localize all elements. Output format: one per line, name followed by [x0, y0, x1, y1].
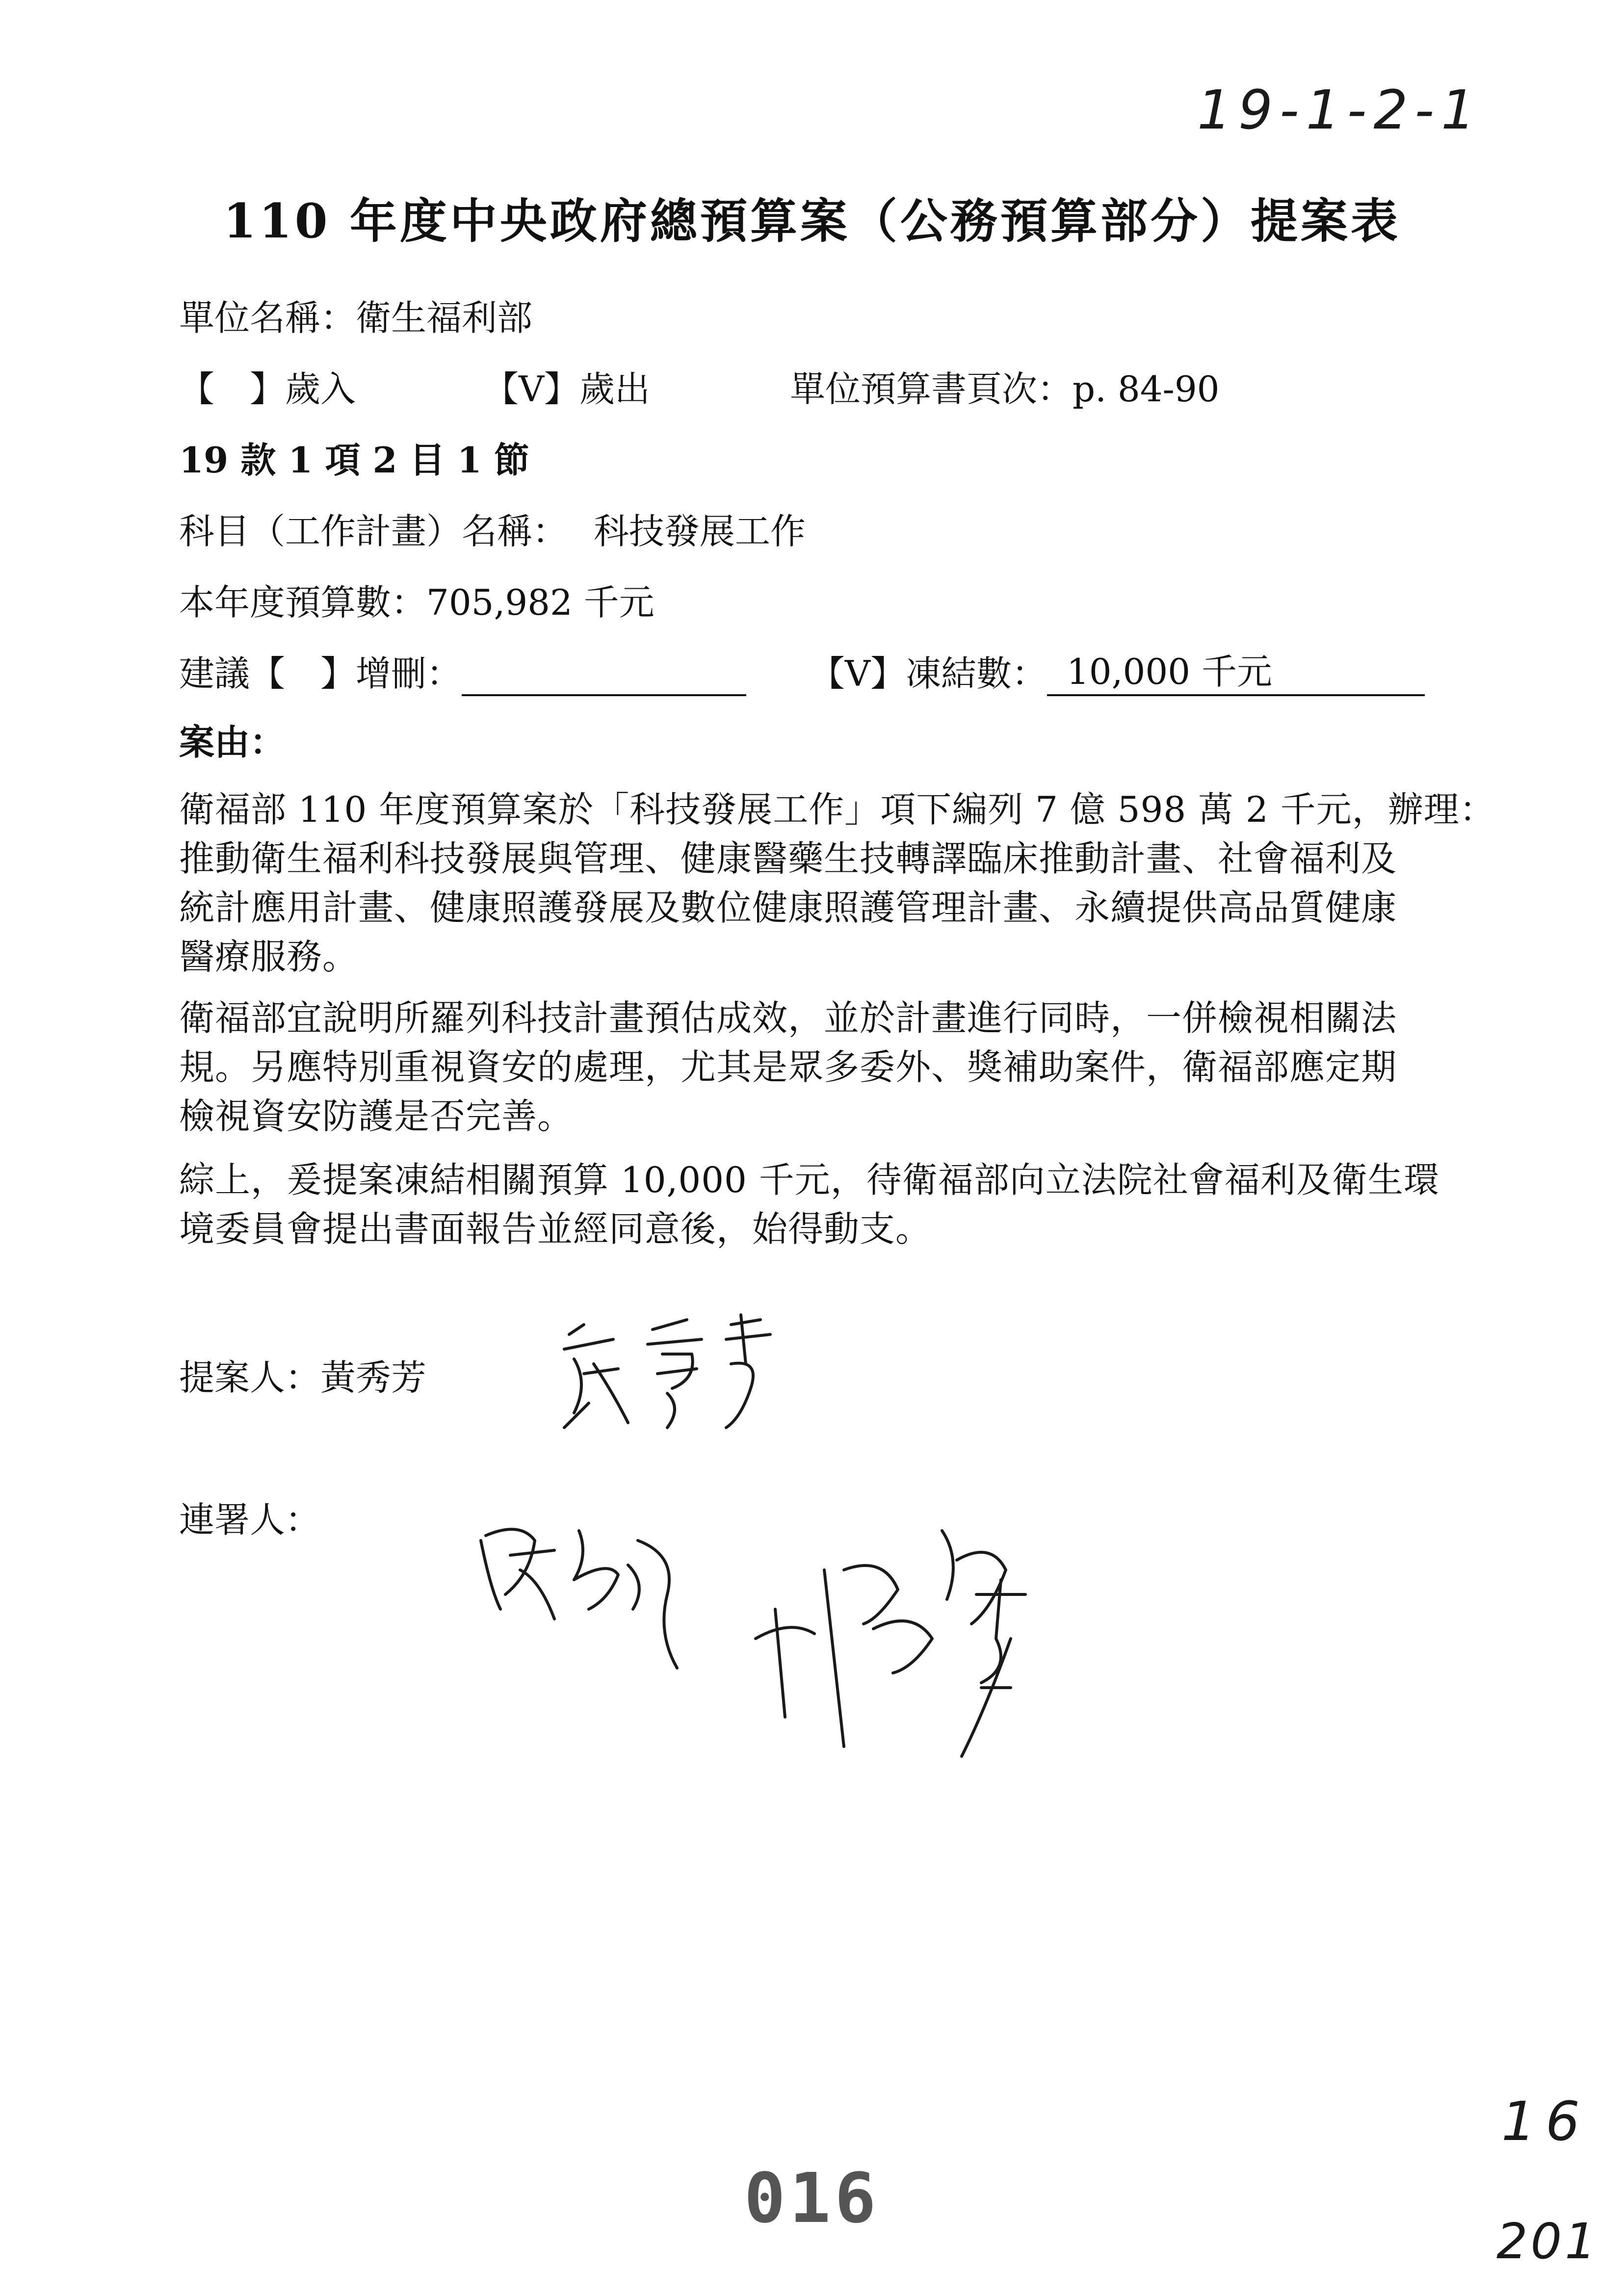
paragraph-line: 檢視資安防護是否完善。	[179, 1096, 574, 1137]
suggest-row	[179, 645, 746, 696]
paragraph-line: 統計應用計畫、健康照護發展及數位健康照護管理計畫、永續提供高品質健康	[179, 887, 1397, 928]
suggest-blank	[462, 655, 746, 696]
section-code: 19 款 1 項 2 目 1 節	[179, 439, 529, 481]
proposer-label: 提案人：	[179, 1357, 321, 1398]
paragraph-line: 推動衛生福利科技發展與管理、健康醫藥生技轉譯臨床推動計畫、社會福利及	[179, 838, 1397, 879]
suggest-label: 建議【 】增刪：	[179, 653, 462, 694]
reason-paragraph-1	[179, 785, 1504, 981]
revenue-checkbox: 【 】歲入	[179, 368, 356, 410]
handwritten-doc-ref: 19-1-2-1	[1197, 78, 1483, 141]
paragraph-line: 規。另應特別重視資安的處理，尤其是眾多委外、獎補助案件，衛福部應定期	[179, 1046, 1397, 1088]
unit-label: 單位名稱：	[179, 297, 356, 339]
handwritten-note-201: 201	[1496, 2213, 1599, 2270]
page-number: 016	[744, 2159, 880, 2239]
expense-checkbox: 【V】歲出	[483, 368, 650, 410]
budget-label: 本年度預算數：	[179, 582, 427, 623]
budget-page-row	[790, 361, 1219, 412]
handwritten-note-16: 16	[1501, 2090, 1590, 2153]
budget-amount: 705,982 千元	[426, 582, 655, 623]
cosigner-signature	[471, 1511, 1168, 1786]
paragraph-line: 綜上，爰提案凍結相關預算 10,000 千元，待衛福部向立法院社會福利及衛生環	[179, 1159, 1440, 1200]
freeze-amount: 10,000 千元	[1067, 651, 1272, 692]
subject-name: 科技發展工作	[593, 511, 806, 552]
budget-page-label: 單位預算書頁次：	[790, 368, 1073, 410]
reason-label: 案由：	[179, 721, 286, 763]
paragraph-line: 境委員會提出書面報告並經同意後，始得動支。	[179, 1208, 932, 1250]
freeze-blank	[1047, 651, 1425, 696]
cosigner-label: 連署人：	[179, 1499, 321, 1540]
paragraph-line: 衛福部宜說明所羅列科技計畫預估成效，並於計畫進行同時，一併檢視相關法	[179, 997, 1397, 1039]
budget-row	[179, 574, 655, 625]
freeze-label: 【V】凍結數：	[810, 653, 1047, 694]
freeze-row	[810, 645, 1425, 696]
budget-page-value: p. 84-90	[1073, 368, 1220, 410]
unit-name: 衛生福利部	[356, 297, 533, 339]
paragraph-line: 醫療服務。	[179, 936, 359, 977]
proposer-signature	[554, 1305, 780, 1433]
proposer-row	[179, 1349, 426, 1400]
page-title: 110 年度中央政府總預算案（公務預算部分）提案表	[223, 193, 1401, 249]
reason-paragraph-3	[179, 1155, 1504, 1253]
unit-row	[179, 289, 532, 340]
proposer-name: 黃秀芳	[320, 1357, 427, 1398]
subject-row	[179, 503, 806, 554]
reason-paragraph-2	[179, 993, 1504, 1141]
paragraph-line: 衛福部 110 年度預算案於「科技發展工作」項下編列 7 億 598 萬 2 千元，辦理：	[179, 789, 1495, 830]
subject-label: 科目（工作計畫）名稱：	[179, 511, 568, 552]
